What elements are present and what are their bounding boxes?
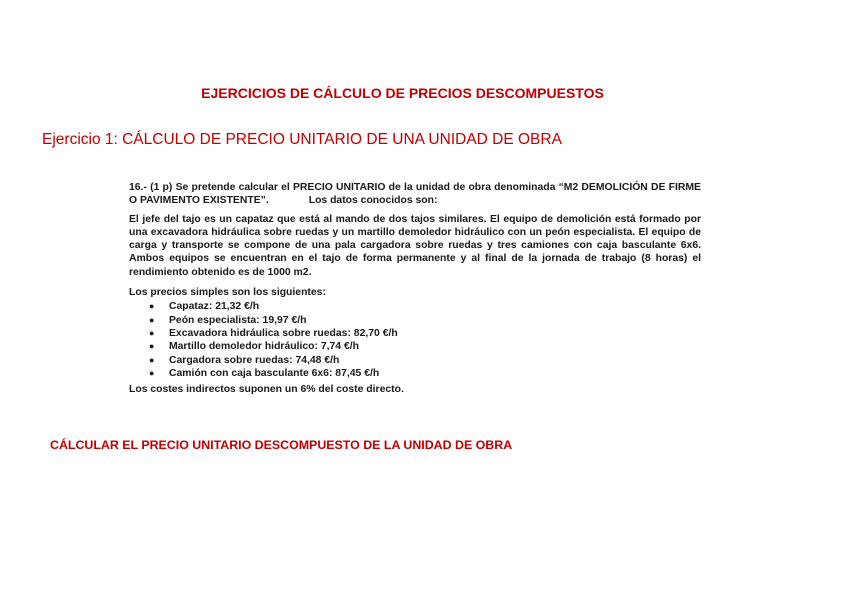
- price-item: [149, 300, 701, 313]
- final-instruction: CÁLCULAR EL PRECIO UNITARIO DESCOMPUESTO DE LA UNIDAD DE OBRA: [50, 438, 513, 452]
- price-item: [149, 327, 701, 340]
- bullet-icon: ●: [149, 301, 155, 312]
- datos-label: Los datos conocidos son:: [308, 195, 438, 207]
- price-item-text: Cargadora sobre ruedas: 74,48 €/h: [169, 354, 340, 366]
- statement-text: 16.- (1 p) Se pretende calcular el PRECIO UNITARIO de la unidad de obra denominada “M2 DEMOLICIÓN DE FIRME O PAVIMENTO EXISTENTE”.: [129, 182, 701, 207]
- page-title: EJERCICIOS DE CÁLCULO DE PRECIOS DESCOMPUESTOS: [201, 85, 604, 101]
- bullet-icon: ●: [149, 327, 155, 338]
- bullet-icon: ●: [149, 341, 155, 352]
- exercise-statement: [129, 181, 701, 208]
- price-item-text: Camión con caja basculante 6x6: 87,45 €/h: [169, 367, 380, 379]
- price-item-text: Martillo demoledor hidráulico: 7,74 €/h: [169, 341, 359, 353]
- bullet-icon: ●: [149, 367, 155, 378]
- price-item-text: Excavadora hidráulica sobre ruedas: 82,70 €/h: [169, 327, 398, 339]
- price-list: [129, 300, 701, 380]
- price-item: [149, 354, 701, 367]
- exercise-title: Ejercicio 1: CÁLCULO DE PRECIO UNITARIO DE UNA UNIDAD DE OBRA: [42, 131, 562, 148]
- price-item-text: Capataz: 21,32 €/h: [169, 301, 260, 313]
- exercise-statement-box: [129, 181, 701, 396]
- price-item: [149, 340, 701, 353]
- bullet-icon: ●: [149, 354, 155, 365]
- exercise-description: El jefe del tajo es un capataz que está al mando de dos tajos similares. El equipo de demolición está formado por una excavadora hidráulica sobre ruedas y un martillo demoledor hidráulico con un peón especialista. El equipo de carga y transporte se compone de una pala cargadora sobre ruedas y tres camiones con caja basculante 6x6. Ambos equipos se encuentran en el tajo de forma permanente y al final de la jornada de trabajo (8 horas) el rendimiento obtenido es de 1000 m2.: [129, 213, 701, 278]
- prices-heading: Los precios simples son los siguientes:: [129, 287, 326, 299]
- indirect-costs-note: Los costes indirectos suponen un 6% del coste directo.: [129, 384, 404, 396]
- price-item: [149, 367, 701, 380]
- price-item-text: Peón especialista: 19,97 €/h: [169, 314, 307, 326]
- price-item: [149, 314, 701, 327]
- bullet-icon: ●: [149, 314, 155, 325]
